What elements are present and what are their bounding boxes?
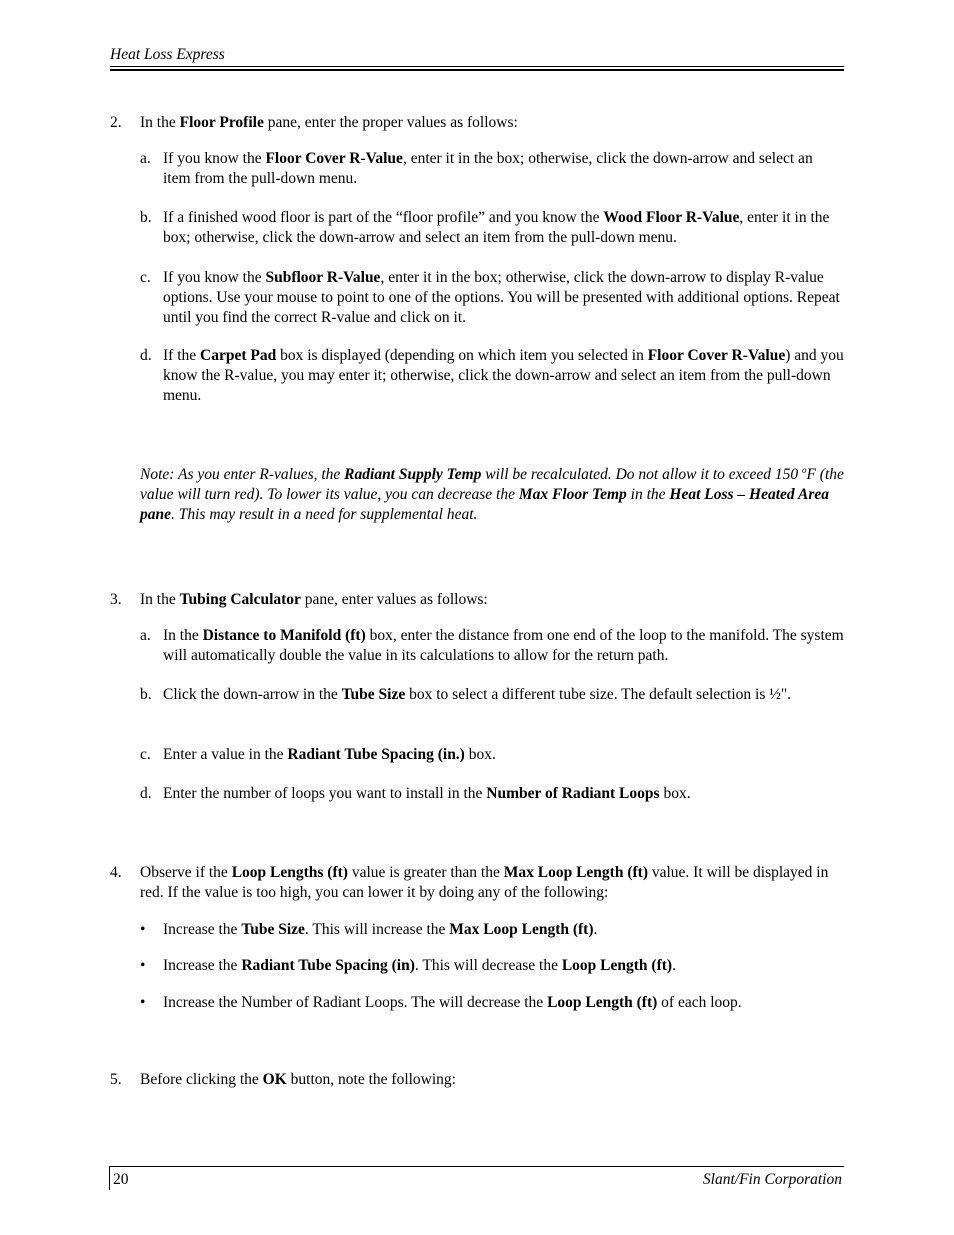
- text-run: , enter it in the box; otherwise, click the down-arrow and select an item from the pull-down menu.: [163, 209, 830, 246]
- text-run: of each loop.: [657, 994, 742, 1011]
- text-run: , enter it in the box; otherwise, click the down-arrow to display R-value options. Use your mouse to point to one of the options. You will be presented with additional options. Repeat until you find the correct R-value and click on it.: [163, 269, 840, 326]
- item-label: d.: [140, 785, 152, 802]
- bullet-text: [163, 956, 844, 976]
- text-run: box is displayed (depending on which item you selected in: [276, 347, 648, 364]
- emphasis-term: Floor Cover R-Value: [265, 150, 403, 167]
- item-label: b.: [140, 686, 152, 703]
- text-run: pane, enter values as follows:: [300, 591, 488, 608]
- footer-rule: [110, 1166, 844, 1167]
- text-run: Observe if the: [140, 864, 232, 881]
- emphasis-term: Loop Length (ft): [547, 994, 658, 1011]
- header-rule: [110, 66, 844, 67]
- r-value-note: Note: As you enter R-values, the Radiant Supply Temp will be recalculated. Do not allow it to exceed 150 $^o$F (the value will turn red). To lower its value, you can decrease the Max Floor Temp in the Heat Loss – Heated Area pane. This may result in a need for supplemental heat.: [140, 465, 844, 523]
- item-text: [163, 149, 844, 189]
- item-label: d.: [140, 347, 152, 364]
- emphasis-term: Loop Lengths (ft): [231, 864, 348, 881]
- note-emphasis: Radiant Supply Temp: [344, 466, 482, 483]
- text-run: In the: [140, 114, 180, 131]
- step-text: [140, 863, 844, 903]
- note-emphasis: Heat Loss – Heated Area pane: [140, 486, 829, 523]
- running-header-title: Heat Loss Express: [110, 46, 225, 63]
- text-run: If you know the: [163, 269, 266, 286]
- note-emphasis: Max Floor Temp: [518, 486, 627, 503]
- text-run: ) and you know the R-value, you may enter it; otherwise, click the down-arrow and select an item from the pull-down menu.: [163, 347, 844, 404]
- item-label: c.: [140, 746, 151, 763]
- text-run: box to select a different tube size. The default selection is ½".: [405, 686, 792, 703]
- text-run: If a finished wood floor is part of the “floor profile” and you know the: [163, 209, 604, 226]
- step-number: 3.: [110, 591, 122, 608]
- item-text: [163, 685, 844, 705]
- text-run: In the: [140, 591, 180, 608]
- item-label: c.: [140, 269, 151, 286]
- emphasis-term: Radiant Tube Spacing (in): [241, 957, 415, 974]
- bullet-icon: •: [140, 921, 146, 938]
- text-run: box.: [659, 785, 691, 802]
- text-run: value is greater than the: [347, 864, 504, 881]
- emphasis-term: OK: [262, 1071, 287, 1088]
- item-label: b.: [140, 209, 152, 226]
- bullet-icon: •: [140, 957, 146, 974]
- page-number: 20: [113, 1171, 129, 1188]
- emphasis-term: Radiant Tube Spacing (in.): [287, 746, 465, 763]
- emphasis-term: Wood Floor R-Value: [603, 209, 740, 226]
- item-text: [163, 346, 844, 406]
- emphasis-term: Max Loop Length (ft): [503, 864, 648, 881]
- text-run: If you know the: [163, 150, 266, 167]
- item-text: [163, 784, 844, 804]
- emphasis-term: Max Loop Length (ft): [449, 921, 594, 938]
- text-run: If the: [163, 347, 201, 364]
- text-run: Enter the number of loops you want to install in the: [163, 785, 487, 802]
- text-run: .: [593, 921, 598, 938]
- text-run: . This will decrease the: [414, 957, 562, 974]
- emphasis-term: Floor Cover R-Value: [647, 347, 786, 364]
- item-text: [163, 745, 844, 765]
- emphasis-term: Floor Profile: [179, 114, 264, 131]
- item-label: a.: [140, 150, 151, 167]
- bullet-text: [163, 993, 844, 1013]
- emphasis-term: Tubing Calculator: [179, 591, 301, 608]
- step-number: 5.: [110, 1071, 122, 1088]
- text-run: box.: [464, 746, 496, 763]
- text-run: In the: [163, 627, 203, 644]
- text-run: , enter it in the box; otherwise, click the down-arrow and select an item from the pull-down menu.: [163, 150, 813, 187]
- step-text: [140, 1070, 844, 1090]
- text-run: Increase the: [163, 957, 242, 974]
- text-run: Enter a value in the: [163, 746, 288, 763]
- emphasis-term: Number of Radiant Loops: [486, 785, 660, 802]
- bullet-text: [163, 920, 844, 940]
- text-run: . This will increase the: [304, 921, 450, 938]
- emphasis-term: Loop Length (ft): [561, 957, 673, 974]
- emphasis-term: Tube Size: [341, 686, 406, 703]
- text-run: .: [672, 957, 676, 974]
- header-rule-thick: [110, 69, 844, 71]
- text-run: value. It will be displayed in red. If the value is too high, you can lower it by doing any of the following:: [140, 864, 829, 901]
- text-run: box, enter the distance from one end of the loop to the manifold. The system will automatically double the value in its calculations to allow for the return path.: [163, 627, 844, 664]
- emphasis-term: Carpet Pad: [200, 347, 277, 364]
- text-run: Before clicking the: [140, 1071, 263, 1088]
- text-run: pane, enter the proper values as follows:: [263, 114, 518, 131]
- item-text: [163, 626, 844, 666]
- item-label: a.: [140, 627, 151, 644]
- text-run: button, note the following:: [286, 1071, 456, 1088]
- emphasis-term: Subfloor R-Value: [265, 269, 381, 286]
- emphasis-term: Distance to Manifold (ft): [202, 627, 366, 644]
- step-number: 4.: [110, 864, 122, 881]
- text-run: Increase the: [163, 921, 242, 938]
- item-text: [163, 208, 844, 248]
- footer-rule-tick: [109, 1166, 110, 1190]
- text-run: Click the down-arrow in the: [163, 686, 342, 703]
- emphasis-term: Tube Size: [241, 921, 305, 938]
- step-text: [140, 590, 844, 610]
- step-text: [140, 113, 844, 133]
- step-number: 2.: [110, 114, 122, 131]
- degree-superscript: o: [801, 465, 807, 475]
- item-text: [163, 268, 844, 328]
- footer-company: Slant/Fin Corporation: [702, 1171, 842, 1188]
- text-run: Increase the Number of Radiant Loops. The will decrease the: [163, 994, 548, 1011]
- bullet-icon: •: [140, 994, 146, 1011]
